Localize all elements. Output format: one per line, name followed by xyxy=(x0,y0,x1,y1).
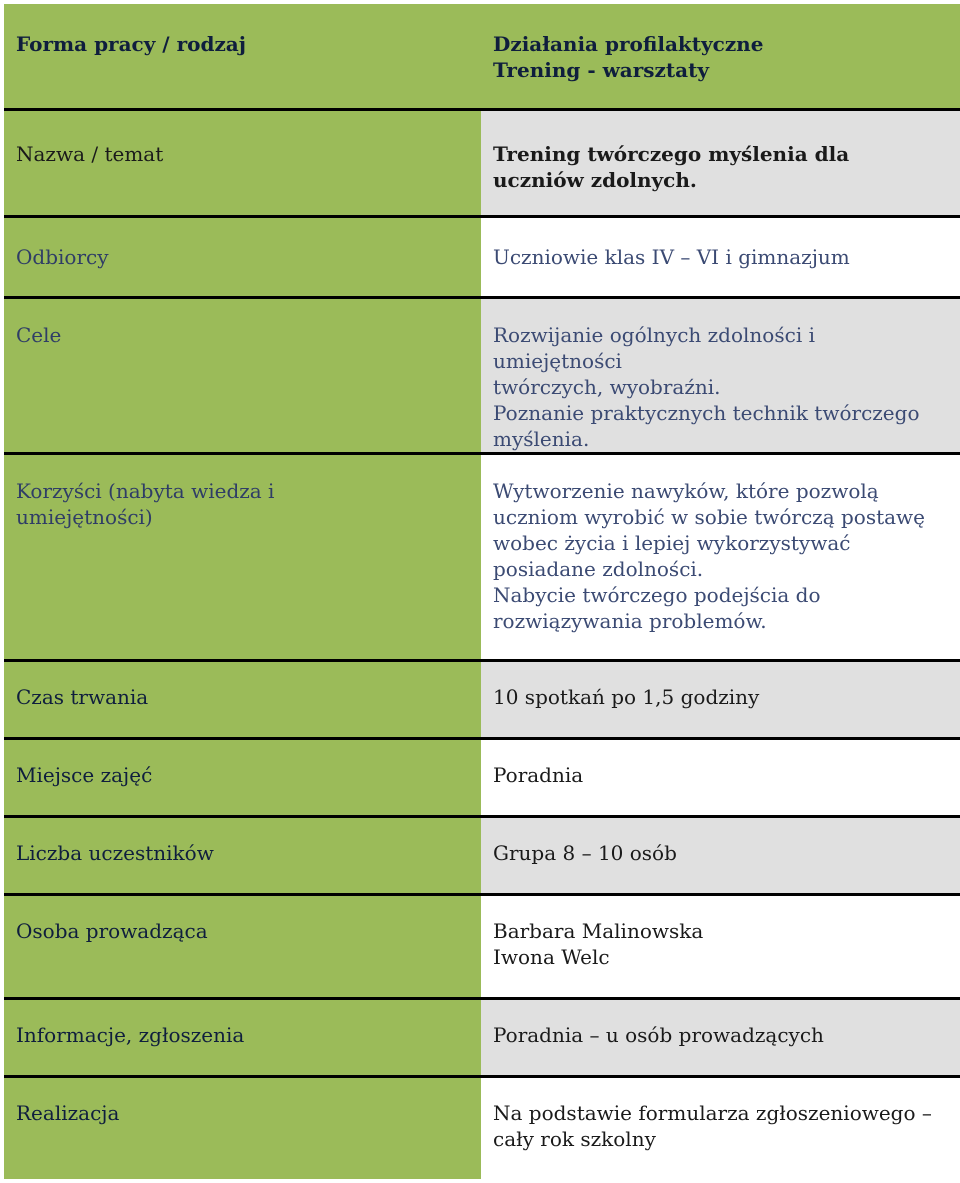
row-value: Barbara Malinowska Iwona Welc xyxy=(493,919,704,969)
table-row xyxy=(4,4,960,108)
table-row xyxy=(4,455,960,659)
row-value: Trening twórczego myślenia dla uczniów zdolnych. xyxy=(493,142,850,192)
row-label-cell xyxy=(4,4,481,108)
row-label: Cele xyxy=(16,323,62,347)
row-label-cell xyxy=(4,1000,481,1075)
row-value: Rozwijanie ogólnych zdolności i umiejętności twórczych, wyobraźni. Poznanie praktycznych technik twórczego myślenia. xyxy=(493,323,920,451)
table-row xyxy=(4,218,960,296)
row-value-cell xyxy=(481,1000,960,1075)
row-value: Poradnia xyxy=(493,763,584,787)
row-label: Liczba uczestników xyxy=(16,841,214,865)
table-row xyxy=(4,896,960,997)
row-label: Korzyści (nabyta wiedza i umiejętności) xyxy=(16,479,275,529)
table-row xyxy=(4,662,960,737)
row-value: Uczniowie klas IV – VI i gimnazjum xyxy=(493,245,850,269)
row-value-cell xyxy=(481,662,960,737)
table-row xyxy=(4,111,960,215)
row-value-cell xyxy=(481,111,960,215)
row-value-cell xyxy=(481,455,960,659)
info-table xyxy=(4,4,960,1179)
row-label: Forma pracy / rodzaj xyxy=(16,32,246,56)
row-value-cell xyxy=(481,299,960,452)
row-label-cell xyxy=(4,740,481,815)
row-label: Czas trwania xyxy=(16,685,149,709)
row-value: Działania profilaktyczne Trening - warsztaty xyxy=(493,32,764,82)
row-label: Nazwa / temat xyxy=(16,142,164,166)
row-value-cell xyxy=(481,218,960,296)
row-label: Informacje, zgłoszenia xyxy=(16,1023,245,1047)
table-row xyxy=(4,1078,960,1179)
table-row xyxy=(4,740,960,815)
row-value-cell xyxy=(481,1078,960,1179)
table-row xyxy=(4,818,960,893)
row-value: 10 spotkań po 1,5 godziny xyxy=(493,685,760,709)
row-label: Osoba prowadząca xyxy=(16,919,208,943)
row-value: Wytworzenie nawyków, które pozwolą uczniom wyrobić w sobie twórczą postawę wobec życia i lepiej wykorzystywać posiadane zdolności. Nabycie twórczego podejścia do rozwiązywania problemów. xyxy=(493,479,926,633)
row-label: Realizacja xyxy=(16,1101,120,1125)
row-value-cell xyxy=(481,4,960,108)
row-value: Poradnia – u osób prowadzących xyxy=(493,1023,824,1047)
row-value-cell xyxy=(481,896,960,997)
row-label-cell xyxy=(4,218,481,296)
row-label: Miejsce zajęć xyxy=(16,763,153,787)
row-label-cell xyxy=(4,299,481,452)
row-label-cell xyxy=(4,896,481,997)
row-value-cell xyxy=(481,740,960,815)
row-label-cell xyxy=(4,662,481,737)
row-label-cell xyxy=(4,818,481,893)
row-value-cell xyxy=(481,818,960,893)
row-value: Grupa 8 – 10 osób xyxy=(493,841,677,865)
table-row xyxy=(4,299,960,452)
row-label-cell xyxy=(4,111,481,215)
row-label-cell xyxy=(4,1078,481,1179)
row-value: Na podstawie formularza zgłoszeniowego – cały rok szkolny xyxy=(493,1101,932,1151)
row-label: Odbiorcy xyxy=(16,245,109,269)
table-row xyxy=(4,1000,960,1075)
row-label-cell xyxy=(4,455,481,659)
